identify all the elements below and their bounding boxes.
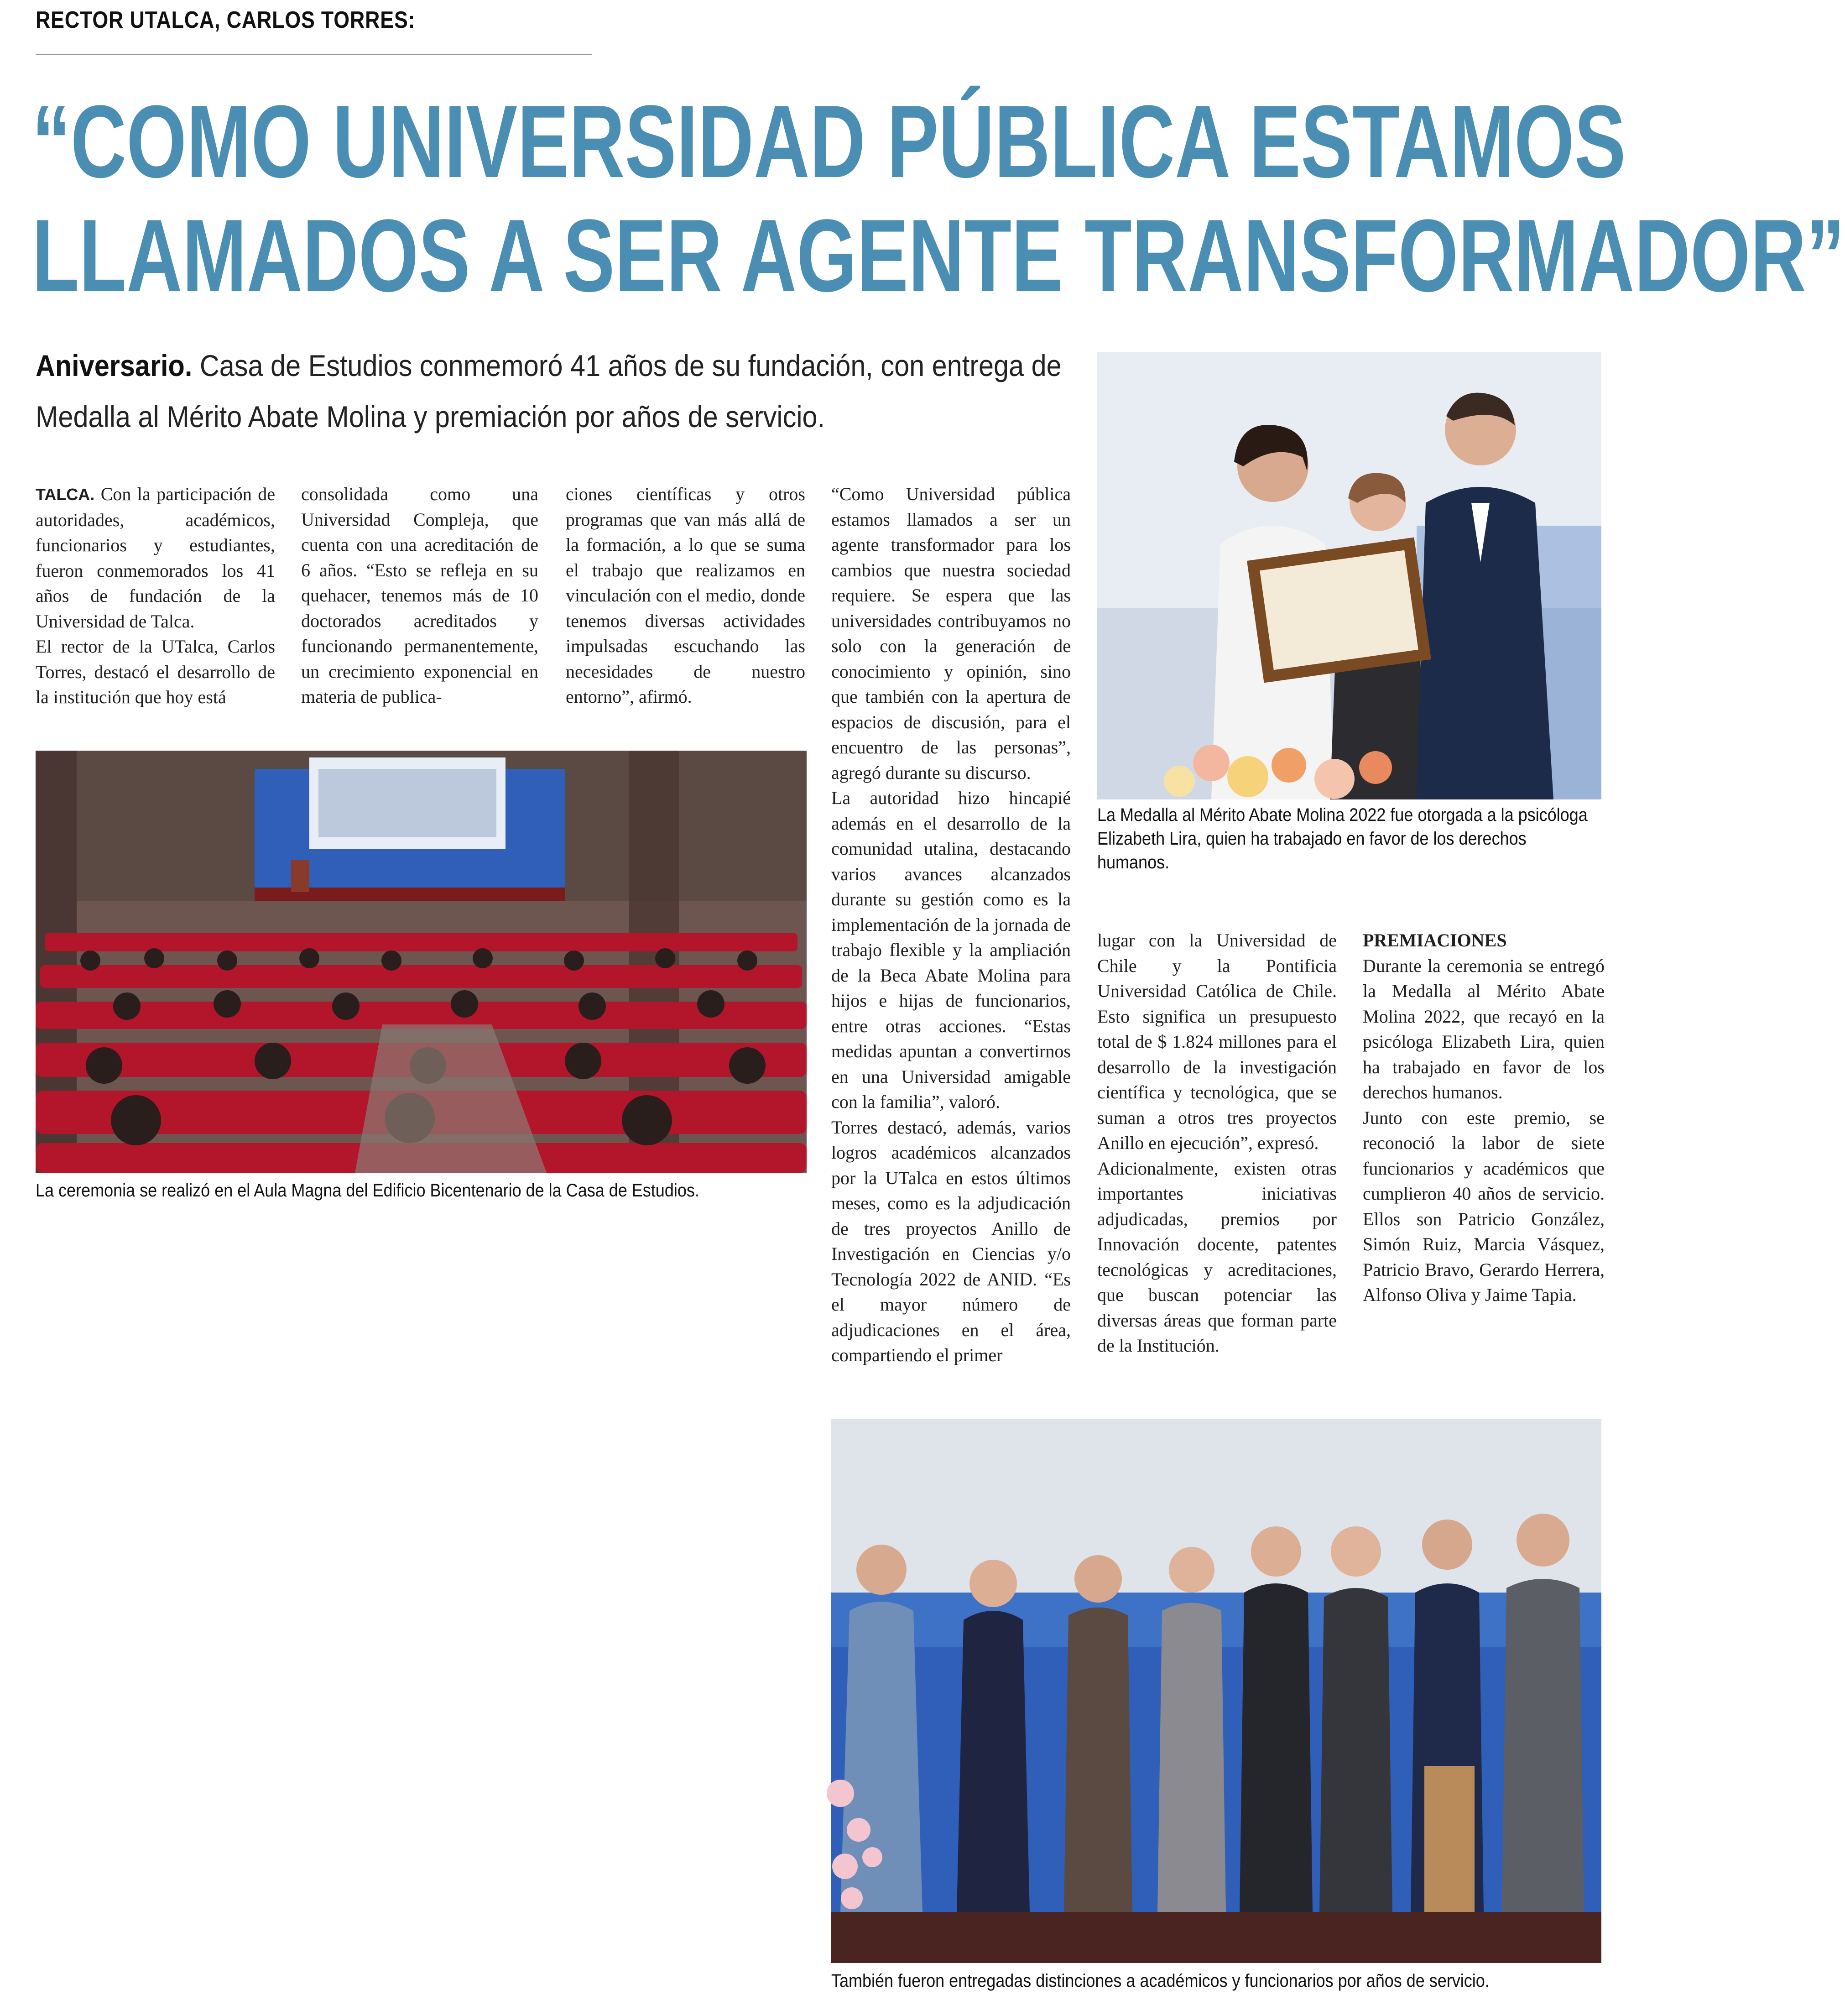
headline-line-1: “COMO UNIVERSIDAD PÚBLICA ESTAMOS — [32, 84, 1626, 199]
body-column-3 — [566, 481, 805, 710]
body-column-4 — [831, 481, 1071, 1368]
body-column-5 — [1097, 928, 1337, 1358]
auditorium-photo — [36, 751, 807, 1173]
col6-paragraph-2: Junto con este premio, se reconoció la labor de siete funcionarios y académicos que cumplieron 40 años de servicio. Ellos son Patricio González, Simón Ruiz, Marcia Vásquez, Patricio Bravo, Gerardo Herrera, Alfonso Oliva y Jaime Tapia. — [1363, 1107, 1605, 1305]
col1-paragraph-1: Con la participación de autoridades, académicos, funcionarios y estudiantes, fueron conmemorados los 41 años de fundación de la Universidad de Talca. — [36, 484, 276, 632]
body-column-1 — [36, 481, 275, 710]
deck-text: Casa de Estudios conmemoró 41 años de su fundación, con entrega de Medalla al Mérito Abate Molina y premiación por años de servicio. — [36, 349, 1062, 433]
headline — [32, 84, 1845, 313]
body-column-2 — [301, 481, 538, 710]
kicker-divider — [36, 54, 592, 55]
dateline: TALCA. — [36, 485, 95, 504]
deck-lead: Aniversario. — [36, 349, 193, 382]
col3-paragraph-1: ciones científicas y otros programas que van más allá de la formación, a lo que se suma el trabajo que realizamos en vinculación con el medio, donde tenemos diversas actividades impulsadas escuchando las necesidades de nuestro entorno”, afirmó. — [566, 484, 805, 707]
group-photo-caption: También fueron entregadas distinciones a académicos y funcionarios por años de servicio. — [831, 1971, 1490, 1991]
subhead-premiaciones: PREMIACIONES — [1363, 930, 1507, 951]
col2-paragraph-1: consolidada como una Universidad Compleja, que cuenta con una acreditación de 6 años. “Esto se refleja en su quehacer, tenemos más de 10 doctorados acreditados y funcionando permanentemente, un crecimiento exponencial en materia de publica- — [301, 484, 538, 707]
auditorium-photo-caption: La ceremonia se realizó en el Aula Magna del Edificio Bicentenario de la Casa de Estudios. — [36, 1180, 699, 1201]
col4-paragraph-3: Torres destacó, además, varios logros académicos alcanzados por la UTalca en estos últimos meses, como es la adjudicación de tres proyectos Anillo de Investigación en Ciencias y/o Tecnología 2022 de ANID. “Es el mayor número de adjudicaciones en el área, compartiendo el primer — [831, 1117, 1071, 1365]
kicker: RECTOR UTALCA, CARLOS TORRES: — [36, 7, 416, 33]
headline-line-2: LLAMADOS A SER AGENTE TRANSFORMADOR” — [32, 198, 1845, 313]
col4-paragraph-2: La autoridad hizo hincapié además en el desarrollo de la comunidad utalina, destacando varios avances alcanzados durante su gestión como es la implementación de la jornada de trabajo flexible y la ampliación de la Beca Abate Molina para hijos e hijas de funcionarios, entre otras acciones. “Estas medidas apuntan a convertirnos en una Universidad amigable con la familia”, valoró. — [831, 788, 1071, 1112]
medal-ceremony-photo — [1097, 352, 1601, 799]
deck — [36, 340, 1071, 442]
body-column-6 — [1363, 928, 1605, 1308]
col5-paragraph-1: lugar con la Universidad de Chile y la Pontificia Universidad Católica de Chile. Esto significa un presupuesto total de $ 1.824 millones para el desarrollo de la investigación científica y tecnológica, que se suman a otros tres proyectos Anillo en ejecución”, expresó. — [1097, 930, 1337, 1153]
medal-photo-caption: La Medalla al Mérito Abate Molina 2022 fue otorgada a la psicóloga Elizabeth Lira, quien ha trabajado en favor de los derechos humanos. — [1097, 805, 1588, 872]
col1-paragraph-2: El rector de la UTalca, Carlos Torres, destacó el desarrollo de la institución que hoy está — [36, 636, 275, 707]
col6-paragraph-1: Durante la ceremonia se entregó la Medalla al Mérito Abate Molina 2022, que recayó en la psicóloga Elizabeth Lira, quien ha trabajado en favor de los derechos humanos. — [1363, 955, 1605, 1102]
col4-paragraph-1: “Como Universidad pública estamos llamados a ser un agente transformador para los cambios que nuestra sociedad requiere. Se espera que las universidades contribuyamos no solo con la generación de conocimiento y opinión, sino que también con la apertura de espacios de discusión, para el encuentro de las personas”, agregó durante su discurso. — [831, 484, 1071, 783]
col5-paragraph-2: Adicionalmente, existen otras importantes iniciativas adjudicadas, premios por Innovación docente, patentes tecnológicas y acreditaciones, que buscan potenciar las diversas áreas que forman parte de la Institución. — [1097, 1158, 1337, 1356]
honorees-group-photo — [831, 1419, 1601, 1963]
